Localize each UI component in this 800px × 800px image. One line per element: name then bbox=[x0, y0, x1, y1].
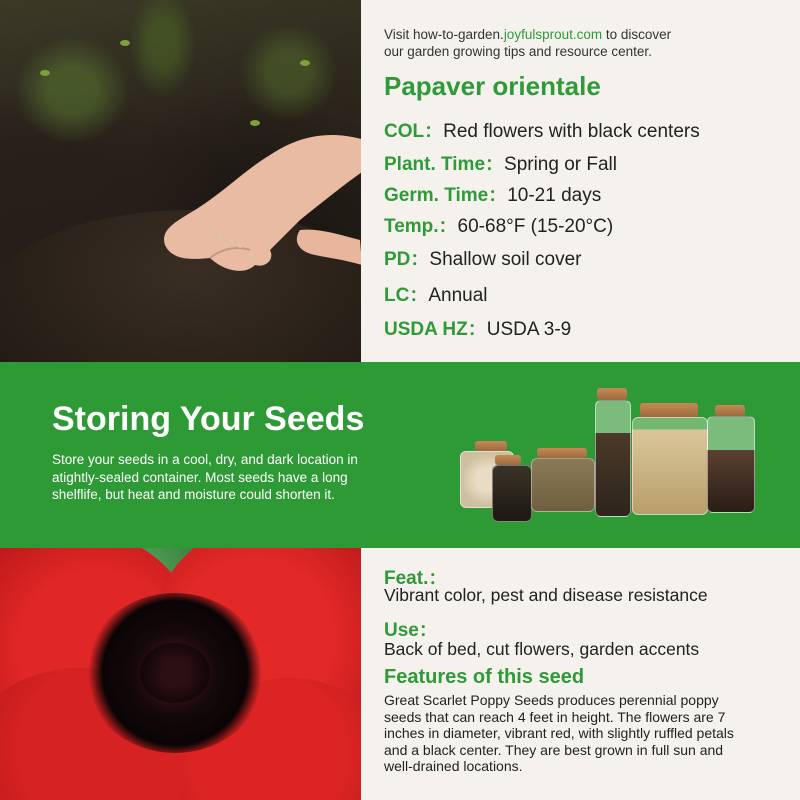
seed-pod bbox=[140, 643, 210, 703]
storing-description bbox=[52, 451, 382, 504]
storing-line-3: shelflife, but heat and moisture could shorten it. bbox=[52, 487, 335, 502]
spec-value: 60-68°F (15-20°C) bbox=[457, 216, 614, 237]
visit-suffix: to discover bbox=[602, 27, 672, 42]
spec-value: Spring or Fall bbox=[504, 154, 618, 175]
jar-lid bbox=[475, 441, 507, 451]
hand-icon bbox=[150, 110, 361, 290]
visit-prefix: Visit how-to-garden. bbox=[384, 27, 504, 42]
spec-label: USDA HZ： bbox=[384, 319, 487, 340]
website-link[interactable]: joyfulsprout.com bbox=[503, 27, 603, 42]
visit-website-note bbox=[384, 26, 794, 60]
seed-jars-image bbox=[455, 383, 765, 533]
desc-line-2: seeds that can reach 4 feet in height. The flowers are 7 bbox=[384, 708, 726, 725]
spec-germination-time bbox=[384, 180, 601, 207]
jar-lid bbox=[537, 448, 587, 458]
spec-value: 10-21 days bbox=[507, 185, 602, 206]
jar-dark-seeds bbox=[492, 465, 532, 522]
desc-line-5: well-drained locations. bbox=[384, 758, 523, 774]
spec-temperature bbox=[384, 211, 613, 238]
spec-value: Annual bbox=[428, 285, 488, 306]
sprout bbox=[300, 60, 310, 66]
spec-value: Red flowers with black centers bbox=[443, 121, 700, 142]
desc-line-1: Great Scarlet Poppy Seeds produces perennial poppy bbox=[384, 692, 719, 708]
spec-color bbox=[384, 116, 700, 143]
visit-line-2: our garden growing tips and resource center. bbox=[384, 44, 652, 59]
storing-line-2: atightly-sealed container. Most seeds have a long bbox=[52, 469, 348, 485]
features-value: Vibrant color, pest and disease resistance bbox=[384, 585, 708, 605]
jar-mixed-beans bbox=[707, 416, 755, 513]
jar-small-seeds bbox=[531, 458, 595, 512]
plant-name: Papaver orientale bbox=[384, 71, 601, 101]
desc-line-4: and a black center. They are best grown in full sun and bbox=[384, 741, 724, 758]
spec-planting-time bbox=[384, 149, 617, 176]
hand-sowing-seeds-photo bbox=[0, 0, 361, 362]
spec-life-cycle bbox=[384, 280, 488, 307]
desc-line-3: inches in diameter, vibrant red, with slightly ruffled petals bbox=[384, 725, 734, 741]
jar-pumpkin-seeds bbox=[632, 417, 708, 515]
storing-line-1: Store your seeds in a cool, dry, and dark location in bbox=[52, 452, 358, 467]
jar-tall-seeds bbox=[595, 400, 631, 517]
jar-lid bbox=[640, 403, 698, 417]
jar-lid bbox=[597, 388, 627, 400]
use-value: Back of bed, cut flowers, garden accents bbox=[384, 639, 700, 659]
spec-usda-zone bbox=[384, 314, 571, 341]
sprout bbox=[120, 40, 130, 46]
storing-title: Storing Your Seeds bbox=[52, 400, 365, 438]
red-poppy-flower-photo bbox=[0, 548, 361, 800]
use-label: Use： bbox=[384, 620, 438, 641]
spec-label: Temp.： bbox=[384, 216, 458, 237]
seed-description bbox=[384, 692, 784, 775]
spec-value: Shallow soil cover bbox=[429, 249, 582, 270]
spec-planting-depth bbox=[384, 244, 581, 271]
features-label: Feat.： bbox=[384, 568, 448, 589]
spec-label: Plant. Time： bbox=[384, 154, 505, 175]
spec-label: COL： bbox=[384, 121, 444, 142]
spec-label: PD： bbox=[384, 249, 430, 270]
spec-label: Germ. Time： bbox=[384, 185, 508, 206]
sprout bbox=[40, 70, 50, 76]
jar-lid bbox=[715, 405, 745, 416]
spec-label: LC： bbox=[384, 285, 429, 306]
spec-value: USDA 3-9 bbox=[486, 319, 572, 340]
seed-features-heading: Features of this seed bbox=[384, 666, 585, 688]
jar-lid bbox=[495, 455, 521, 465]
